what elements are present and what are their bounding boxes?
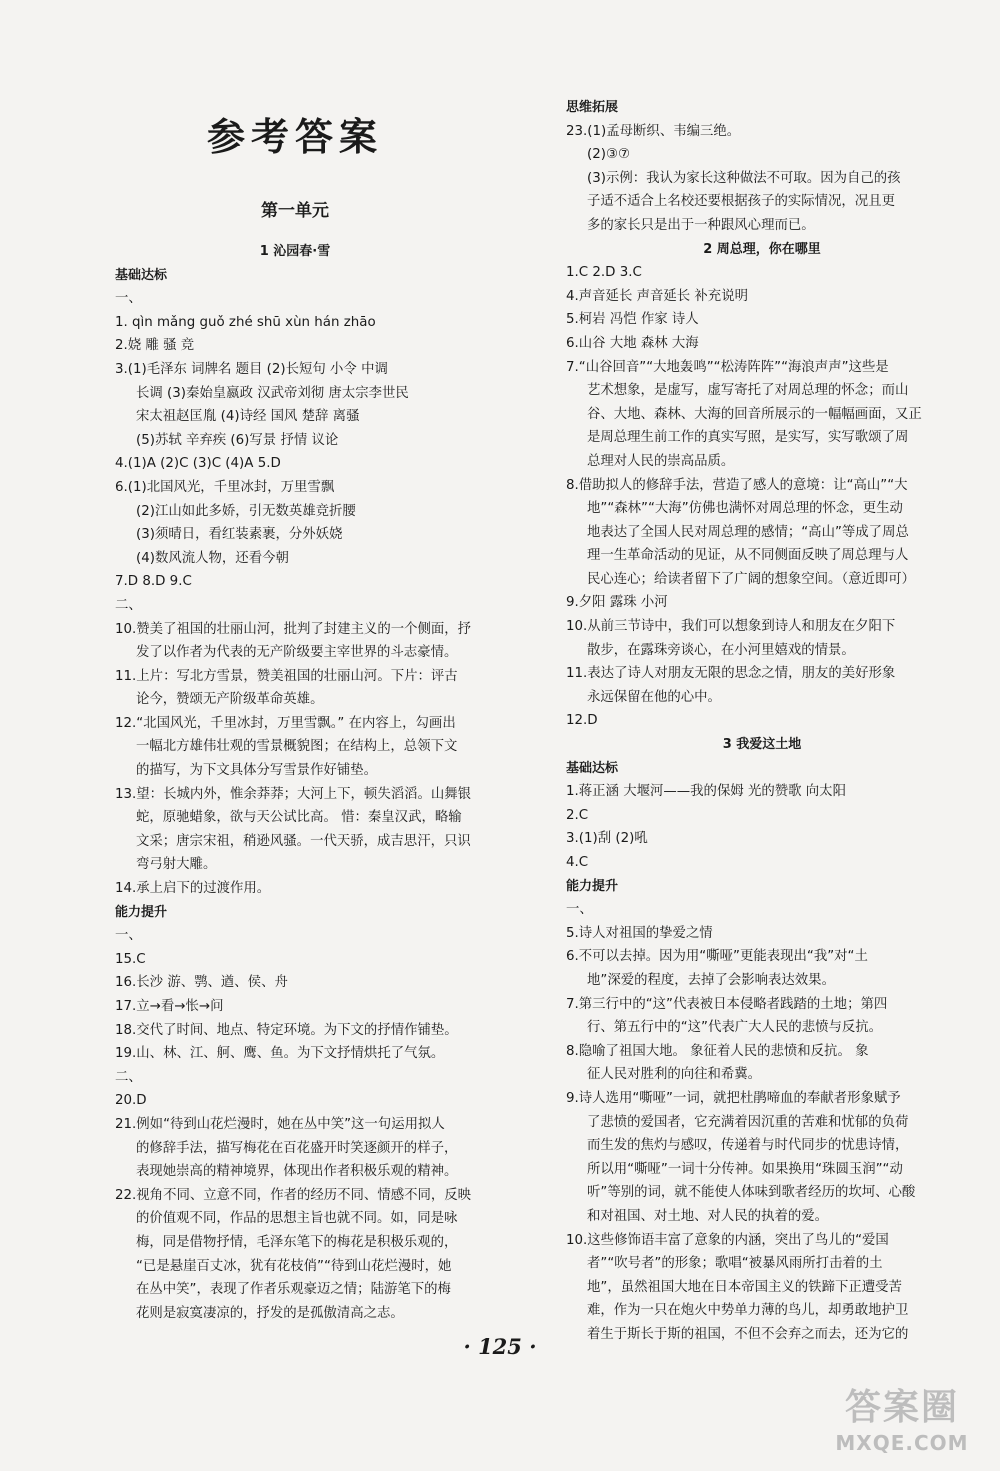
answer-line: 地表达了全国人民对周总理的感情；“高山”等成了周总 — [587, 524, 909, 540]
answer-line: 6.山谷 大地 森林 大海 — [566, 335, 699, 351]
answer-line: 11.上片：写北方雪景，赞美祖国的壮丽山河。下片：评古 — [115, 668, 458, 684]
answer-line: 地”深爱的程度，去掉了会影响表达效果。 — [587, 972, 835, 988]
answer-line: 6.(1)北国风光，千里冰封，万里雪飘 — [115, 479, 335, 495]
answer-line: 在丛中笑”，表现了作者乐观豪迈之情；陆游笔下的梅 — [136, 1282, 451, 1298]
answer-line: 文采；唐宗宋祖，稍逊风骚。一代天骄，成吉思汗，只识 — [136, 833, 471, 849]
answer-line: 散步，在露珠旁谈心，在小河里嬉戏的情景。 — [587, 642, 855, 658]
answer-line: 8.隐喻了祖国大地。 象征着人民的悲愤和反抗。 象 — [566, 1043, 869, 1059]
answer-line: 蛇，原驰蜡象，欲与天公试比高。 惜：秦皇汉武，略输 — [136, 810, 462, 826]
answer-line: (2)江山如此多娇，引无数英雄竞折腰 — [136, 503, 356, 519]
answer-line: 地”“森林”“大海”仿佛也满怀对周总理的怀念，更生动 — [587, 501, 903, 517]
answer-line: 听”等别的词，就不能使人体味到歌者经历的坎坷、心酸 — [587, 1185, 916, 1201]
answer-line: 难，作为一只在炮火中势单力薄的鸟儿，却勇敢地护卫 — [587, 1303, 909, 1319]
section-label: 基础达标 — [115, 267, 168, 283]
answer-line: 2.娆 雕 骚 竞 — [115, 338, 195, 354]
answer-line: 理一生革命活动的见证，从不同侧面反映了周总理与人 — [587, 548, 909, 564]
watermark-text-bottom: MXQE.COM — [835, 1431, 969, 1455]
lesson-heading: 2 周总理，你在哪里 — [703, 241, 821, 257]
answer-line: 12.D — [566, 713, 598, 729]
answer-line: 论今，赞颂无产阶级革命英雄。 — [136, 692, 324, 708]
lesson-heading: 3 我爱这土地 — [722, 737, 802, 753]
answer-line: 16.长沙 游、鹗、遒、侯、舟 — [115, 975, 288, 991]
answer-line: 5.诗人对祖国的挚爱之情 — [566, 925, 713, 941]
answer-line: 7.“山谷回音”“大地轰鸣”“松涛阵阵”“海浪声声”这些是 — [566, 359, 889, 375]
right-column — [566, 96, 958, 1346]
answer-line: 7.第三行中的“这”代表被日本侵略者践踏的土地；第四 — [566, 996, 888, 1012]
section-label: 能力提升 — [115, 904, 168, 920]
watermark-text-top: 答案圈 — [844, 1387, 959, 1428]
answer-line: 一、 — [115, 291, 142, 307]
answer-line: 13.望：长城内外，惟余莽莽；大河上下，顿失滔滔。山舞银 — [115, 786, 472, 802]
answer-line: 所以用“嘶哑”一词十分传神。如果换用“珠圆玉润”“动 — [587, 1161, 903, 1177]
answer-line: 1.蒋正涵 大堰河——我的保姆 光的赞歌 向太阳 — [566, 784, 846, 800]
answer-line: (5)苏轼 辛弃疾 (6)写景 抒情 议论 — [136, 432, 339, 448]
answer-line: 8.借助拟人的修辞手法，营造了感人的意境：让“高山”“大 — [566, 477, 908, 493]
answer-line: 了悲愤的爱国者，它充满着因沉重的苦难和忧郁的负荷 — [587, 1114, 909, 1130]
answer-line: 2.C — [566, 807, 589, 823]
answer-line: 民心连心；给读者留下了广阔的想象空间。（意近即可） — [587, 571, 916, 587]
answer-line: 10.赞美了祖国的壮丽山河，批判了封建主义的一个侧面，抒 — [115, 621, 472, 637]
answer-line: 子适不适合上名校还要根据孩子的实际情况，况且更 — [587, 194, 895, 210]
answer-line: 23.(1)孟母断织、韦编三绝。 — [566, 123, 741, 139]
left-column — [115, 240, 475, 1325]
answer-line: 20.D — [115, 1093, 147, 1109]
answer-line: 者”“吹号者”的形象；歌唱“被暴风雨所打击着的土 — [587, 1256, 883, 1272]
answer-line: 19.山、林、江、舸、鹰、鱼。为下文抒情烘托了气氛。 — [115, 1046, 445, 1062]
page-number: · 125 · — [463, 1334, 537, 1359]
unit-title: 第一单元 — [261, 201, 329, 221]
answer-line: 7.D 8.D 9.C — [115, 574, 192, 590]
section-label: 能力提升 — [566, 878, 619, 894]
answer-line: “已是悬崖百丈冰，犹有花枝俏”“待到山花烂漫时，她 — [136, 1258, 452, 1274]
watermark-logo — [818, 1386, 986, 1462]
answer-line: 10.从前三节诗中，我们可以想象到诗人和朋友在夕阳下 — [566, 619, 896, 635]
answer-line: 二、 — [115, 597, 142, 613]
answer-line: 花则是寂寞凄凉的，抒发的是孤傲清高之志。 — [136, 1305, 404, 1321]
answer-line: 12.“北国风光，千里冰封，万里雪飘。” 在内容上，勾画出 — [115, 715, 456, 731]
answer-line: (2)③⑦ — [587, 147, 630, 163]
answer-line: 地”，虽然祖国大地在日本帝国主义的铁蹄下正遭受苦 — [587, 1279, 902, 1295]
answer-line: (4)数风流人物，还看今朝 — [136, 550, 289, 566]
answer-line: 1.C 2.D 3.C — [566, 265, 642, 281]
answer-line: 14.承上启下的过渡作用。 — [115, 881, 271, 897]
answer-line: 行、第五行中的“这”代表广大人民的悲愤与反抗。 — [587, 1020, 883, 1036]
answer-line: 而生发的焦灼与感叹，传递着与时代同步的忧患诗情， — [587, 1138, 909, 1154]
answer-line: 的修辞手法，描写梅花在百花盛开时笑逐颜开的样子， — [136, 1140, 458, 1156]
answer-line: 和对祖国、对土地、对人民的执着的爱。 — [587, 1208, 829, 1224]
answer-line: 多的家长只是出于一种跟风心理而已。 — [587, 217, 815, 233]
answer-line: 的描写，为下文具体分写雪景作好铺垫。 — [136, 763, 378, 779]
answer-line: 弯弓射大雕。 — [136, 857, 217, 873]
answer-line: 永远保留在他的心中。 — [587, 689, 721, 705]
answer-line: 梅，同是借物抒情，毛泽东笔下的梅花是积极乐观的， — [136, 1234, 458, 1250]
answer-line: 征人民对胜利的向往和希冀。 — [587, 1067, 762, 1083]
answer-line: 5.柯岩 冯恺 作家 诗人 — [566, 312, 699, 328]
page-title: 参考答案 — [206, 114, 383, 159]
answer-line: 发了以作者为代表的无产阶级要主宰世界的斗志豪情。 — [136, 645, 458, 661]
answer-line: 的价值观不同，作品的思想主旨也就不同。如，同是咏 — [136, 1211, 458, 1227]
answer-line: 22.视角不同、立意不同，作者的经历不同、情感不同，反映 — [115, 1187, 472, 1203]
answer-line: 艺术想象，是虚写，虚写寄托了对周总理的怀念；而山 — [587, 383, 909, 399]
answer-line: 着生于斯长于斯的祖国，不但不会弃之而去，还为它的 — [587, 1326, 909, 1342]
lesson-heading: 1 沁园春·雪 — [259, 244, 331, 259]
answer-line: 长调 (3)秦始皇嬴政 汉武帝刘彻 唐太宗李世民 — [136, 385, 409, 401]
answer-line: 一幅北方雄伟壮观的雪景概貌图；在结构上，总领下文 — [136, 739, 458, 755]
answer-line: 谷、大地、森林、大海的回音所展示的一幅幅画面，又正 — [587, 406, 922, 422]
answer-line: 总理对人民的崇高品质。 — [587, 453, 735, 469]
answer-line: (3)示例：我认为家长这种做法不可取。因为自己的孩 — [587, 170, 901, 186]
answer-line: (3)须晴日，看红装素裹，分外妖娆 — [136, 527, 343, 543]
answer-line: 10.这些修饰语丰富了意象的内涵，突出了鸟儿的“爱国 — [566, 1232, 889, 1248]
answer-line: 21.例如“待到山花烂漫时，她在丛中笑”这一句运用拟人 — [115, 1116, 445, 1132]
answer-line: 4.(1)A (2)C (3)C (4)A 5.D — [115, 456, 281, 472]
answer-line: 1. qìn mǎng guǒ zhé shū xùn hán zhāo — [115, 314, 376, 330]
answer-line: 9.诗人选用“嘶哑”一词，就把杜鹃啼血的奉献者形象赋予 — [566, 1090, 901, 1106]
answer-line: 11.表达了诗人对朋友无限的思念之情，朋友的美好形象 — [566, 666, 896, 682]
answer-line: 二、 — [115, 1069, 142, 1085]
answer-line: 宋太祖赵匡胤 (4)诗经 国风 楚辞 离骚 — [136, 409, 360, 425]
answer-line: 4.C — [566, 855, 589, 870]
answer-line: 6.不可以去掉。因为用“嘶哑”更能表现出“我”对“土 — [566, 949, 868, 965]
answer-line: 是周总理生前工作的真实写照，是实写，实写歌颂了周 — [587, 430, 909, 446]
answer-line: 表现她崇高的精神境界，体现出作者积极乐观的精神。 — [136, 1164, 458, 1180]
answer-line: 15.C — [115, 951, 146, 967]
answer-line: 3.(1)刮 (2)吼 — [566, 831, 648, 847]
section-label: 思维拓展 — [566, 100, 619, 115]
answer-line: 4.声音延长 声音延长 补充说明 — [566, 288, 748, 304]
section-label: 基础达标 — [566, 760, 619, 776]
answer-line: 18.交代了时间、地点、特定环境。为下文的抒情作铺垫。 — [115, 1022, 458, 1038]
answer-line: 3.(1)毛泽东 词牌名 题目 (2)长短句 小令 中调 — [115, 361, 388, 377]
answer-line: 9.夕阳 露珠 小河 — [566, 595, 668, 611]
answer-line: 一、 — [566, 902, 593, 918]
answer-line: 17.立→看→怅→问 — [115, 999, 224, 1014]
answer-line: 一、 — [115, 928, 142, 944]
